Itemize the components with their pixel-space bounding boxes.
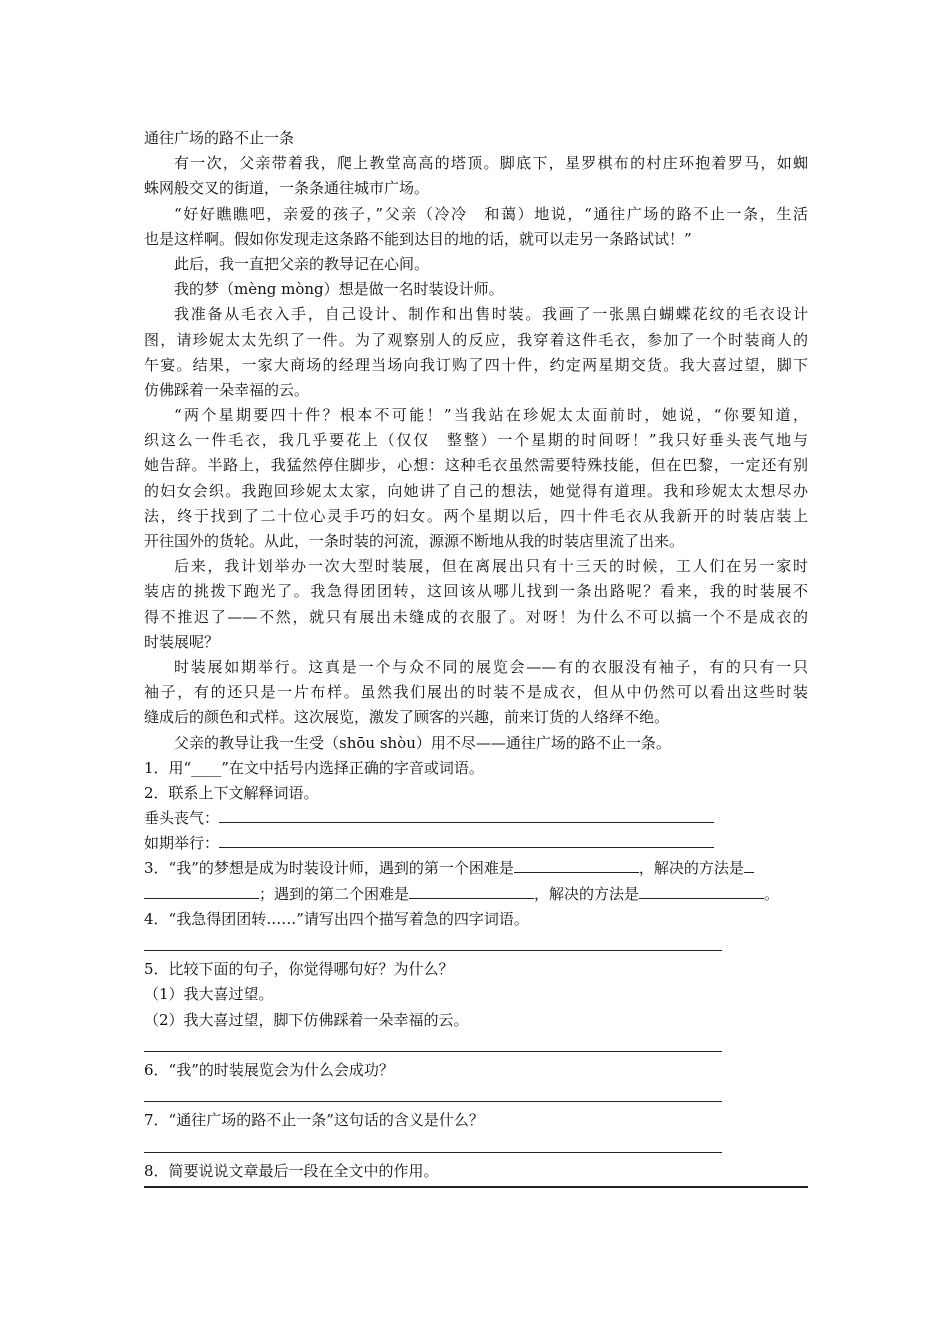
passage-line: 我准备从毛衣入手，自己设计、制作和出售时装。我画了一张黑白蝴蝶花纹的毛衣设计 [174, 305, 808, 324]
answer-line-6[interactable] [144, 1083, 808, 1108]
passage-line: 的妇女会织。我跑回珍妮太太家，向她讲了自己的想法，她觉得有道理。我和珍妮太太想尽办 [144, 481, 808, 500]
answer-blank[interactable] [744, 871, 754, 873]
question-2: 2．联系上下文解释词语。 [144, 783, 319, 802]
question-2a [144, 806, 808, 831]
question-5-option-1: （1）我大喜过望。 [144, 985, 274, 1004]
answer-line-5[interactable] [144, 1033, 808, 1058]
passage-line: 仿佛踩着一朵幸福的云。 [144, 380, 310, 399]
answer-line-7[interactable] [144, 1134, 808, 1159]
passage-line: 法，终于找到了二十位心灵手巧的妇女。两个星期以后，四十件毛衣从我新开的时装店装上 [144, 506, 808, 525]
question-3-part-e: 。 [764, 884, 780, 903]
answer-blank[interactable] [514, 871, 639, 873]
answer-line-4[interactable] [144, 932, 808, 957]
question-2a-label: 垂头丧气： [144, 809, 220, 828]
question-4: 4．“我急得团团转……”请写出四个描写着急的四字词语。 [144, 909, 529, 928]
answer-blank[interactable] [219, 846, 714, 848]
passage-line: 时装展呢？ [144, 632, 220, 651]
answer-blank[interactable] [219, 821, 714, 823]
question-6: 6．“我”的时装展览会为什么会成功？ [144, 1060, 394, 1079]
page-end-rule [144, 1186, 808, 1188]
passage-line: 父亲的教导让我一生受（shōu shòu）用不尽——通往广场的路不止一条。 [174, 733, 671, 752]
question-1: 1．用“____”在文中括号内选择正确的字音或词语。 [144, 758, 484, 777]
question-3-line-1 [144, 856, 808, 881]
passage-title: 通往广场的路不止一条 [144, 129, 295, 147]
question-2b-label: 如期举行： [144, 834, 220, 853]
passage-line: 时装展如期举行。这真是一个与众不同的展览会——有的衣服没有袖子，有的只有一只 [174, 657, 808, 676]
answer-blank[interactable] [639, 897, 764, 899]
passage-line: 图，请珍妮太太先织了一件。为了观察别人的反应，我穿着这件毛衣，参加了一个时装商人的 [144, 330, 808, 349]
question-2b [144, 831, 808, 856]
passage-line: 织这么一件毛衣，我几乎要花上（仅仅 整整）一个星期的时间呀！”我只好垂头丧气地与 [144, 431, 808, 450]
passage-line: 得不推迟了——不然，就只有展出未缝成的衣服了。对呀！为什么不可以搞一个不是成衣的 [144, 607, 808, 626]
passage-line: 装店的挑拨下跑光了。我急得团团转，这回该从哪儿找到一条出路呢？看来，我的时装展不 [144, 582, 808, 601]
passage-line: 午宴。结果，一家大商场的经理当场向我订购了四十件，约定两星期交货。我大喜过望，脚下 [144, 355, 808, 374]
question-3-line-2 [144, 882, 808, 907]
passage-line: 蛛网般交叉的街道，一条条通往城市广场。 [144, 179, 430, 198]
question-8: 8．简要说说文章最后一段在全文中的作用。 [144, 1161, 439, 1180]
passage-line: 后来，我计划举办一次大型时装展，但在离展出只有十三天的时候，工人们在另一家时 [174, 557, 808, 576]
question-7: 7．“通往广场的路不止一条”这句话的含义是什么？ [144, 1111, 484, 1130]
question-3-part-d: ，解决的方法是 [534, 884, 640, 903]
passage-line: “两个星期要四十件？根本不可能！”当我站在珍妮太太面前时，她说，“你要知道， [174, 406, 808, 425]
passage-line: 我的梦（mèng mòng）想是做一名时装设计师。 [174, 280, 504, 299]
question-3-part-c: ；遇到的第二个困难是 [259, 884, 410, 903]
questions [144, 756, 808, 1188]
question-5: 5．比较下面的句子，你觉得哪句好？为什么？ [144, 960, 454, 979]
passage-line: 有一次，父亲带着我，爬上教堂高高的塔顶。脚底下，星罗棋布的村庄环抱着罗马，如蜘 [174, 154, 808, 173]
passage-line: 袖子，有的还只是一片布样。虽然我们展出的时装不是成衣，但从中仍然可以看出这些时装 [144, 683, 808, 702]
passage [144, 151, 808, 756]
question-3-part-b: ，解决的方法是 [638, 859, 744, 878]
passage-line: 缝成后的颜色和式样。这次展览，激发了顾客的兴趣，前来订货的人络绎不绝。 [144, 708, 670, 727]
answer-blank[interactable] [409, 897, 534, 899]
passage-line: 她告辞。半路上，我猛然停住脚步，心想：这种毛衣虽然需要特殊技能，但在巴黎，一定还有别 [144, 456, 808, 475]
passage-line: 开往国外的货轮。从此，一条时装的河流，源源不断地从我的时装店里流了出来。 [144, 532, 685, 550]
question-5-option-2: （2）我大喜过望，脚下仿佛踩着一朵幸福的云。 [144, 1010, 469, 1029]
passage-line: 也是这样啊。假如你发现走这条路不能到达目的地的话，就可以走另一条路试试！” [144, 229, 692, 248]
answer-blank[interactable] [144, 897, 259, 899]
passage-line: 此后，我一直把父亲的教导记在心间。 [174, 254, 430, 273]
document-content [144, 126, 808, 1188]
passage-line: “好好瞧瞧吧，亲爱的孩子，”父亲（冷冷 和蔼）地说，“通往广场的路不止一条，生活 [174, 204, 808, 223]
question-3-part-a: 3．“我”的梦想是成为时装设计师，遇到的第一个困难是 [144, 859, 514, 878]
